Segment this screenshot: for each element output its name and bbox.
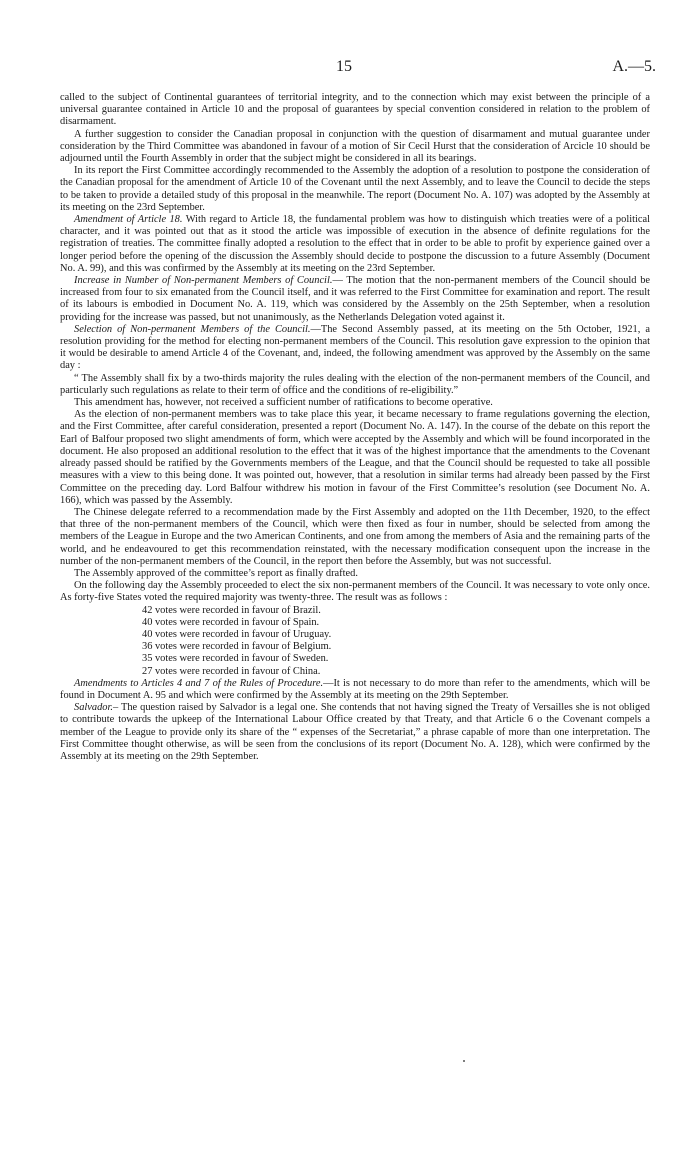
paragraph: Amendments to Articles 4 and 7 of the Rules of Procedure.—It is not necessary to do more than refer to the amendments, which will be found in Document A. 95 and which were confirmed by the Assembly at its meeting on the 29th September.	[60, 677, 650, 701]
list-item: 35 votes were recorded in favour of Sweden.	[142, 653, 329, 665]
list-item: 42 votes were recorded in favour of Brazil.	[142, 604, 321, 616]
print-speck	[463, 1060, 465, 1062]
paragraph: Salvador.– The question raised by Salvador is a legal one. She contends that not having signed the Treaty of Versailles she is not obliged to contribute towards the upkeep of the International Labour Office created by that Treaty, and that Article 6 o the Covenant compels a member of the League to provide only its share of the “ expenses of the Secretariat,” a phrase capable of more than one interpretation. The First Committee thought otherwise, as will be seen from the conclusions of its report (Document No. A. 128), which were confirmed by the Assembly at its meeting on the 29th September.	[60, 702, 650, 762]
paragraph: called to the subject of Continental guarantees of territorial integrity, and to the connection which may exist between the principle of a universal guarantee contained in Article 10 and the proposal of guarantees by special convention considered in relation to the problem of disarmament.	[60, 92, 650, 128]
paragraph: A further suggestion to consider the Canadian proposal in conjunction with the question of disarmament and mutual guarantee under consideration by the Third Committee was abandoned in favour of a motion of Sir Cecil Hurst that the consideration of Arcicle 10 should be adjourned until the Fourth Assembly in order that the subject might be considered in all its bearings.	[60, 128, 650, 165]
page-header	[0, 58, 700, 80]
section-heading: Selection of Non-permanent Members of the Council.	[74, 323, 311, 335]
quoted-amendment: “ The Assembly shall fix by a two-thirds majority the rules dealing with the election of the non-permanent members of the Council, and particularly such regulations as relate to their term of office and the conditions of re-eligibility.”	[60, 372, 650, 396]
paragraph: This amendment has, however, not received a sufficient number of ratifications to become operative.	[74, 397, 493, 409]
paragraph: Amendment of Article 18. With regard to Article 18, the fundamental problem was how to distinguish which treaties were of a political character, and it was pointed out that as it stood the article was impossible of execution in the absence of definite regulations for the registration of treaties. The committee finally adopted a resolution to the effect that in order to be able to profit by experience gained over a longer period before the opening of the discussion the Assembly should decide to postpone the discussion to a future Assembly (Document No. A. 99), and this was confirmed by the Assembly at its meeting on the 23rd September.	[60, 214, 650, 274]
section-heading: Salvador.	[74, 702, 113, 714]
list-item: 27 votes were recorded in favour of China.	[142, 665, 321, 677]
section-heading: Increase in Number of Non-permanent Members of Council.	[74, 275, 333, 287]
body-text	[60, 92, 650, 763]
paragraph: In its report the First Committee accordingly recommended to the Assembly the adoption of a resolution to postpone the consideration of the Canadian proposal for the amendment of Article 10 of the Covenant until the next Assembly, and to leave the Council to decide the steps to be taken to provide a detailed study of this proposal in the meanwhile. The report (Document No. A. 107) was adopted by the Assembly at its meeting on the 23rd September.	[60, 165, 650, 213]
paragraph: Increase in Number of Non-permanent Members of Council.— The motion that the non-permanent members of the Council should be increased from four to six emanated from the Council itself, and it was referred to the First Committee for examination and report. The result of its labours is embodied in Document No. A. 119, which was considered by the Assembly on the 25th September, when a resolution providing for the increase was passed, but not unanimously, as the Netherlands Delegation voted against it.	[60, 275, 651, 323]
paragraph: As the election of non-permanent members was to take place this year, it became necessary to frame regulations governing the election, and the First Committee, after careful consideration, presented a report (Document No. A. 147). In the course of the debate on this report the Earl of Balfour proposed two slight amendments of form, which were accepted by the Assembly and which will be found incorporated in the document. He also proposed an additional resolution to the effect that it was of the highest importance that the amendments to the Covenant already passed should be ratified by the Governments members of the League, and that the Council should be requested to take all possible measures with a view to this being done. It was pointed out, however, that a resolution in similar terms had already been passed by the First Committee on the preceding day. Lord Balfour withdrew his motion in favour of the First Committee’s resolution (see Document No. A. 166), which was passed by the Assembly.	[60, 409, 650, 506]
section-heading: Amendment of Article 18.	[74, 214, 183, 226]
paragraph: The Assembly approved of the committee’s report as finally drafted.	[74, 567, 358, 579]
section-heading: Amendments to Articles 4 and 7 of the Rules of Procedure.	[74, 677, 324, 689]
list-item: 36 votes were recorded in favour of Belgium.	[142, 641, 332, 653]
list-item: 40 votes were recorded in favour of Spain.	[142, 616, 320, 628]
paragraph: The Chinese delegate referred to a recommendation made by the First Assembly and adopted on the 11th December, 1920, to the effect that three of the non-permanent members of the Council, which were then fixed as four in number, should be selected from among the members of the League in Europe and the two American Continents, and one from among the members of Asia and the remaining parts of the world, and he endeavoured to get this recommendation reinstated, with the necessary modification consequent upon the increase in the number of the non-permanent members of the Council, in the report then before the Assembly, but was not successful.	[60, 506, 650, 567]
paragraph: Selection of Non-permanent Members of the Council.—The Second Assembly passed, at its meeting on the 5th October, 1921, a resolution providing for the method for electing non-permanent members of the Council. This resolution gave expression to the opinion that it would be desirable to amend Article 4 of the Covenant, and, indeed, the following amendment was approved by the Assembly on the same day :	[60, 323, 650, 372]
list-item: 40 votes were recorded in favour of Uruguay.	[142, 628, 332, 640]
paragraph: On the following day the Assembly proceeded to elect the six non-permanent members of the Council. It was necessary to vote only once. As forty-five States voted the required majority was twenty-three. The result was as follows :	[60, 580, 650, 604]
document-reference: A.—5.	[612, 58, 656, 75]
vote-results-list	[142, 605, 650, 678]
page-number: 15	[336, 58, 352, 75]
